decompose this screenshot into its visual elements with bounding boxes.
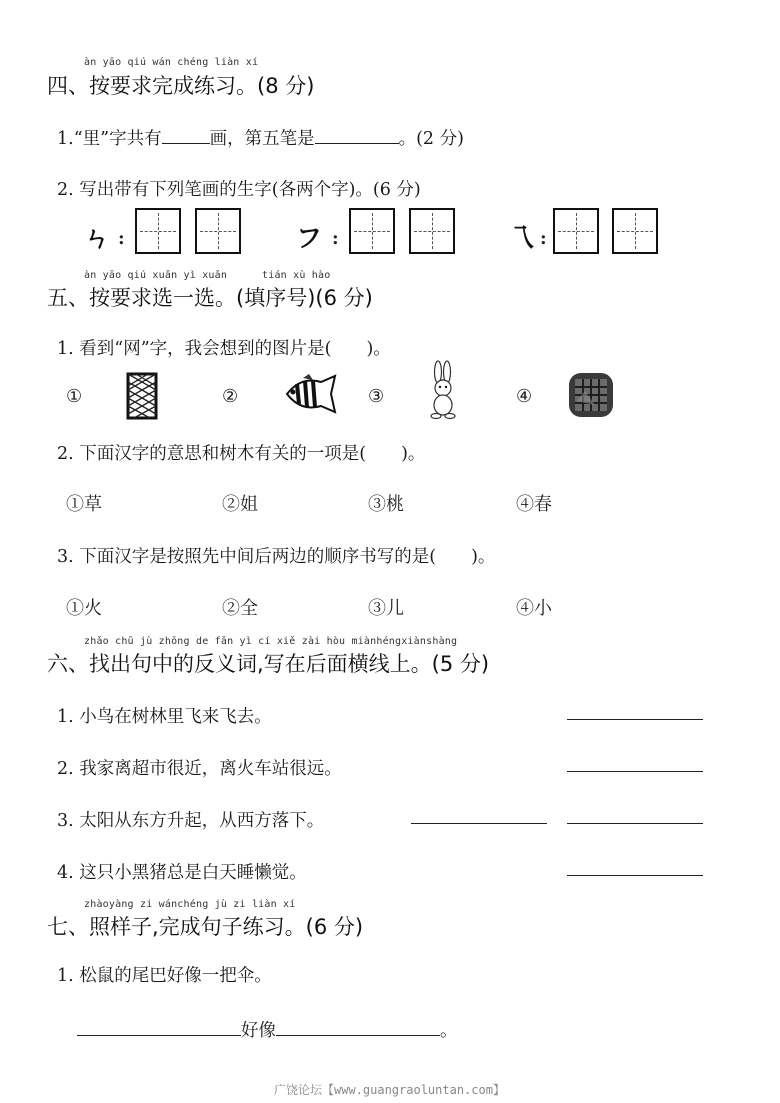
section5-pinyin: àn yāo qiú xuǎn yì xuǎn [84,270,228,281]
answer-line[interactable] [567,875,703,876]
sentence-pattern-suffix: 。 [440,1021,458,1041]
section4-pinyin: àn yāo qiú wán chéng liàn xí [84,57,259,68]
net-icon [126,372,158,420]
footer-watermark: 广饶论坛【www.guangraoluntan.com】 [274,1083,505,1097]
option-1[interactable]: ①火 [66,598,102,619]
section4-q2-text: 2. 写出带有下列笔画的生字(各两个字)。(6 分) [57,180,421,200]
option-4[interactable]: ④小 [516,598,552,619]
section5-q2-text: 2. 下面汉字的意思和树木有关的一项是( )。 [57,444,426,464]
writing-box[interactable] [195,208,241,254]
sentence-pattern [77,1017,458,1042]
option-3[interactable]: ③ [368,386,385,407]
option-4[interactable]: ④春 [516,494,552,515]
stroke-heng-xie-gou-icon: 乁 [508,224,535,254]
section4-title: 四、按要求完成练习。(8 分) [47,74,315,98]
section7-title: 七、照样子,完成句子练习。(6 分) [47,915,364,939]
section4-q1-mid: 画，第五笔是 [209,129,315,149]
option-4[interactable]: ④ [516,386,533,407]
writing-box[interactable] [553,208,599,254]
section4-q1-suffix: 。(2 分) [398,129,464,149]
answer-line[interactable] [567,719,703,720]
section4-q1 [57,125,464,150]
section6-title: 六、找出句中的反义词,写在后面横线上。(5 分) [47,652,490,676]
section5-q1-text: 1. 看到“网”字，我会想到的图片是( )。 [57,339,391,359]
colon: : [332,228,339,249]
antonym-sentence: 1. 小鸟在树林里飞来飞去。 [57,707,272,727]
antonym-sentence: 3. 太阳从东方升起，从西方落下。 [57,811,325,831]
writing-box[interactable] [409,208,455,254]
section7-q1-text: 1. 松鼠的尾巴好像一把伞。 [57,966,272,986]
colon: : [540,228,547,249]
section5-pinyin-2: tián xù hào [262,270,331,281]
option-3[interactable]: ③儿 [368,598,404,619]
section5-title: 五、按要求选一选。(填序号)(6 分) [47,286,373,310]
stroke-count-blank[interactable] [162,129,210,144]
fifth-stroke-blank[interactable] [315,129,399,144]
option-2[interactable]: ②全 [222,598,258,619]
writing-box[interactable] [135,208,181,254]
answer-line[interactable] [567,823,703,824]
option-1[interactable]: ① [66,386,83,407]
option-2[interactable]: ② [222,386,239,407]
section4-q1-prefix: 1.“里”字共有 [57,129,162,149]
answer-line[interactable] [411,823,547,824]
option-1[interactable]: ①草 [66,494,102,515]
colon: : [118,228,125,249]
sentence-blank-left[interactable] [77,1021,241,1036]
sentence-pattern-mid: 好像 [241,1021,276,1041]
option-2[interactable]: ②姐 [222,494,258,515]
section5-q3-text: 3. 下面汉字是按照先中间后两边的顺序书写的是( )。 [57,547,496,567]
window-grid-icon [567,371,615,419]
section6-pinyin: zhǎo chū jù zhōng de fǎn yì cí xiě zài hòu miànhéngxiànshàng [84,636,458,647]
answer-line[interactable] [567,771,703,772]
stroke-heng-pie-icon: フ [296,224,323,254]
writing-box[interactable] [349,208,395,254]
section7-pinyin: zhàoyàng zi wánchéng jù zi liàn xí [84,899,296,910]
antonym-sentence: 4. 这只小黑猪总是白天睡懒觉。 [57,863,307,883]
antonym-sentence: 2. 我家离超市很近，离火车站很远。 [57,759,342,779]
option-3[interactable]: ③桃 [368,494,404,515]
stroke-heng-zhe-wan-gou-icon: ㄣ [84,224,111,254]
writing-box[interactable] [612,208,658,254]
fish-icon [283,374,339,414]
rabbit-icon [425,360,461,420]
sentence-blank-right[interactable] [276,1021,440,1036]
